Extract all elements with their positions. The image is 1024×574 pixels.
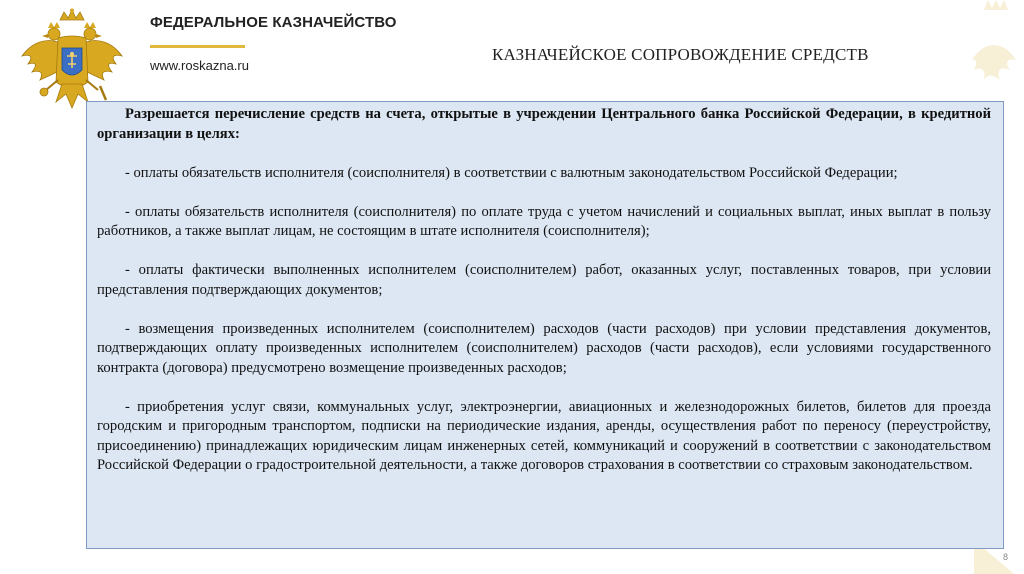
list-item: - приобретения услуг связи, коммунальных услуг, электроэнергии, авиационных и железнодорожных билетов, билетов для проезда городским и пригородным транспортом, подписки на периодические издания, аренды, осуществления работ по переносу (переустройству, присоединению) принадлежащих юридическим лицам инженерных сетей, коммуникаций и сооружений в соответствии с законодательством Российской Федерации о градостроительной деятельности, а также договоров страхования в соответствии со страховым законодательством.	[97, 398, 991, 473]
org-name: ФЕДЕРАЛЬНОЕ КАЗНАЧЕЙСТВО	[150, 14, 397, 31]
list-item: - оплаты фактически выполненных исполнителем (соисполнителем) работ, оказанных услуг, поставленных товаров, при условии представления подтверждающих документов;	[97, 262, 991, 298]
page-number: 8	[1002, 552, 1008, 562]
list-item: - оплаты обязательств исполнителя (соисполнителя) в соответствии с валютным законодательством Российской Федерации;	[125, 164, 898, 181]
intro-paragraph: Разрешается перечисление средств на счета, открытые в учреждении Центрального банка Российской Федерации, в кредитной организации в целях:	[97, 106, 991, 142]
list-item: - возмещения произведенных исполнителем (соисполнителем) расходов (части расходов) при условии представления документов, подтверждающих оплату произведенных исполнителем (соисполнителем) расходов (части расходов), если условиями государственного контракта (договора) предусмотрено возмещение произведенных расходов;	[97, 320, 991, 376]
header-accent-line	[150, 45, 245, 48]
website-link[interactable]: www.roskazna.ru	[150, 58, 249, 73]
content-box	[86, 101, 1004, 549]
list-item: - оплаты обязательств исполнителя (соисполнителя) по оплате труда с учетом начислений и социальных выплат, иных выплат в пользу работников, а также выплат лицам, не состоящим в штате исполнителя (соисполнителя);	[97, 203, 991, 239]
eagle-emblem-icon	[18, 8, 130, 112]
slide-title: КАЗНАЧЕЙСКОЕ СОПРОВОЖДЕНИЕ СРЕДСТВ	[492, 45, 869, 64]
